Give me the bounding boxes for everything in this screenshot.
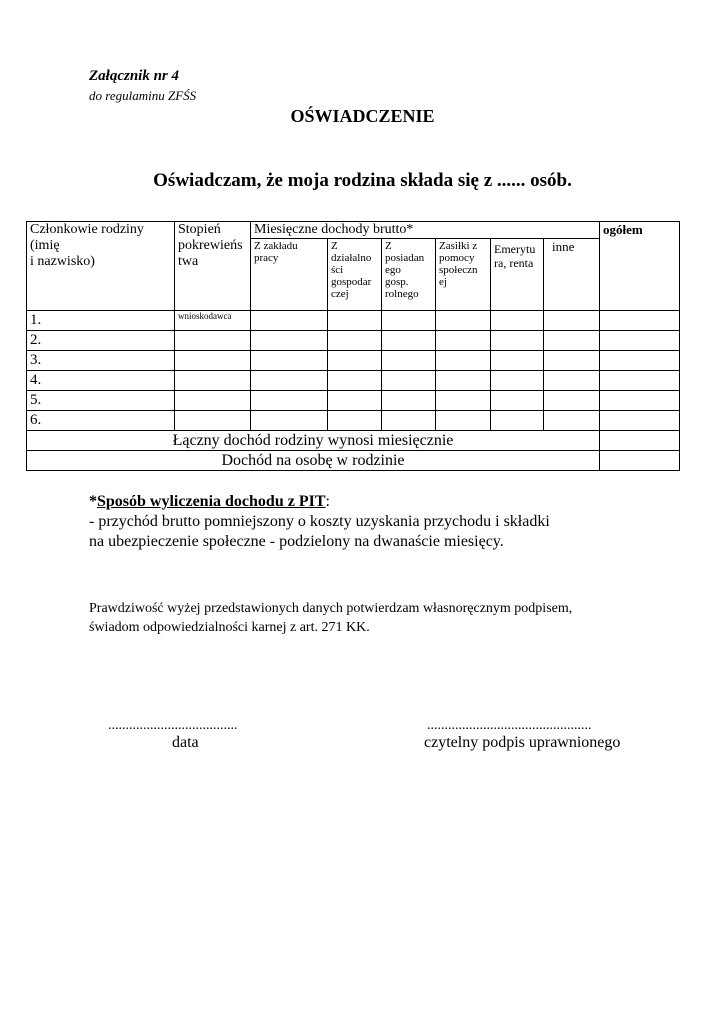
heading-colon: :	[325, 493, 330, 510]
total-income-value	[600, 431, 680, 451]
header-members-line: i nazwisko)	[30, 254, 95, 269]
cell-farm	[382, 411, 436, 431]
calculation-method-heading	[89, 492, 550, 512]
cell-social-aid	[436, 311, 491, 331]
cell-business	[328, 331, 382, 351]
attachment-title: Załącznik nr 4	[89, 68, 180, 84]
subheader-line: ści	[331, 264, 344, 276]
cell-pension	[491, 351, 544, 371]
document-title	[0, 106, 725, 127]
signature-label: czytelny podpis uprawnionego	[424, 734, 621, 751]
cell-other	[544, 331, 600, 351]
subheader-social-aid	[436, 239, 491, 311]
cell-pension	[491, 391, 544, 411]
row-relation	[175, 411, 251, 431]
cell-total	[600, 331, 680, 351]
subheader-line: społeczn	[439, 264, 478, 276]
row-relation	[175, 391, 251, 411]
header-income: Miesięczne dochody brutto*	[251, 222, 600, 239]
cell-work	[251, 371, 328, 391]
subheader-line: posiadan	[385, 252, 425, 264]
cell-total	[600, 311, 680, 331]
row-relation	[175, 331, 251, 351]
cell-other	[544, 371, 600, 391]
row-number: 3.	[27, 351, 175, 371]
signature-dotted-line: ...............................................	[427, 718, 592, 733]
date-dotted-line: .....................................	[108, 718, 238, 733]
cell-other	[544, 311, 600, 331]
method-line: - przychód brutto pomniejszony o koszty uzyskania przychodu i składki	[89, 513, 550, 530]
row-number: 1.	[27, 311, 175, 331]
header-members-line: (imię	[30, 238, 60, 253]
subheader-line: Z zakładu	[254, 240, 298, 252]
subheader-line: ra, renta	[494, 256, 534, 270]
header-members	[27, 222, 175, 311]
subheader-farm	[382, 239, 436, 311]
cell-pension	[491, 371, 544, 391]
cell-total	[600, 371, 680, 391]
subheader-line: czej	[331, 288, 349, 300]
cell-other	[544, 351, 600, 371]
cell-social-aid	[436, 371, 491, 391]
cell-farm	[382, 391, 436, 411]
family-size-declaration: Oświadczam, że moja rodzina składa się z ...... osób.	[153, 170, 572, 191]
per-person-label: Dochód na osobę w rodzinie	[27, 451, 600, 471]
truth-line: świadom odpowiedzialności karnej z art. 271 KK.	[89, 620, 370, 635]
cell-business	[328, 391, 382, 411]
cell-business	[328, 411, 382, 431]
subheader-work	[251, 239, 328, 311]
cell-pension	[491, 331, 544, 351]
cell-social-aid	[436, 351, 491, 371]
subheader-line: gosp.	[385, 276, 409, 288]
cell-social-aid	[436, 391, 491, 411]
subheader-line: działalno	[331, 252, 372, 264]
row-number: 6.	[27, 411, 175, 431]
row-number: 4.	[27, 371, 175, 391]
row-number: 2.	[27, 331, 175, 351]
subheader-line: rolnego	[385, 288, 419, 300]
subheader-line: ego	[385, 264, 401, 276]
cell-business	[328, 351, 382, 371]
cell-business	[328, 371, 382, 391]
table-row	[27, 311, 680, 331]
cell-other	[544, 391, 600, 411]
cell-work	[251, 331, 328, 351]
table-row	[27, 391, 680, 411]
header-members-line: Członkowie rodziny	[30, 222, 144, 237]
document-title-text: OŚWIADCZENIE	[290, 106, 435, 126]
header-relation-line: pokrewieńs	[178, 238, 243, 253]
table-row	[27, 371, 680, 391]
subheader-line: pomocy	[439, 252, 475, 264]
cell-total	[600, 391, 680, 411]
subheader-pension	[491, 239, 544, 311]
method-heading-text: Sposób wyliczenia dochodu z PIT	[97, 493, 326, 510]
total-income-label: Łączny dochód rodziny wynosi miesięcznie	[27, 431, 600, 451]
cell-pension	[491, 411, 544, 431]
cell-farm	[382, 351, 436, 371]
subheader-line: ej	[439, 276, 447, 288]
cell-farm	[382, 331, 436, 351]
cell-work	[251, 351, 328, 371]
subheader-other	[544, 239, 600, 311]
table-row	[27, 351, 680, 371]
attachment-subtitle: do regulaminu ZFŚS	[89, 88, 197, 103]
cell-business	[328, 311, 382, 331]
subheader-line: Zasiłki z	[439, 240, 478, 252]
header-relation-line: Stopień	[178, 222, 221, 237]
subheader-line: Emerytu	[494, 242, 536, 256]
header-row-1	[27, 222, 680, 239]
truthfulness-statement	[89, 599, 572, 637]
cell-work	[251, 411, 328, 431]
row-number: 5.	[27, 391, 175, 411]
subheader-line: gospodar	[331, 276, 372, 288]
family-income-table	[26, 221, 680, 471]
cell-total	[600, 351, 680, 371]
row-relation	[175, 371, 251, 391]
cell-pension	[491, 311, 544, 331]
subheader-business	[328, 239, 382, 311]
truth-line: Prawdziwość wyżej przedstawionych danych potwierdzam własnoręcznym podpisem,	[89, 601, 573, 616]
subheader-line: pracy	[254, 252, 279, 264]
row-relation	[175, 351, 251, 371]
asterisk: *	[89, 493, 97, 510]
cell-farm	[382, 311, 436, 331]
cell-social-aid	[436, 331, 491, 351]
table-row	[27, 331, 680, 351]
row-relation: wnioskodawca	[175, 311, 251, 331]
cell-social-aid	[436, 411, 491, 431]
subheader-line: inne	[552, 239, 575, 254]
cell-work	[251, 391, 328, 411]
cell-work	[251, 311, 328, 331]
subheader-line: Z	[331, 240, 338, 252]
per-person-value	[600, 451, 680, 471]
header-relation	[175, 222, 251, 311]
table-row	[27, 411, 680, 431]
date-label: data	[172, 734, 199, 751]
cell-farm	[382, 371, 436, 391]
calculation-method	[89, 492, 550, 552]
header-relation-line: twa	[178, 254, 199, 269]
cell-other	[544, 411, 600, 431]
cell-total	[600, 411, 680, 431]
subheader-line: Z	[385, 240, 392, 252]
method-line: na ubezpieczenie społeczne - podzielony na dwanaście miesięcy.	[89, 533, 504, 550]
header-total: ogółem	[600, 222, 680, 311]
per-person-row	[27, 451, 680, 471]
total-income-row	[27, 431, 680, 451]
